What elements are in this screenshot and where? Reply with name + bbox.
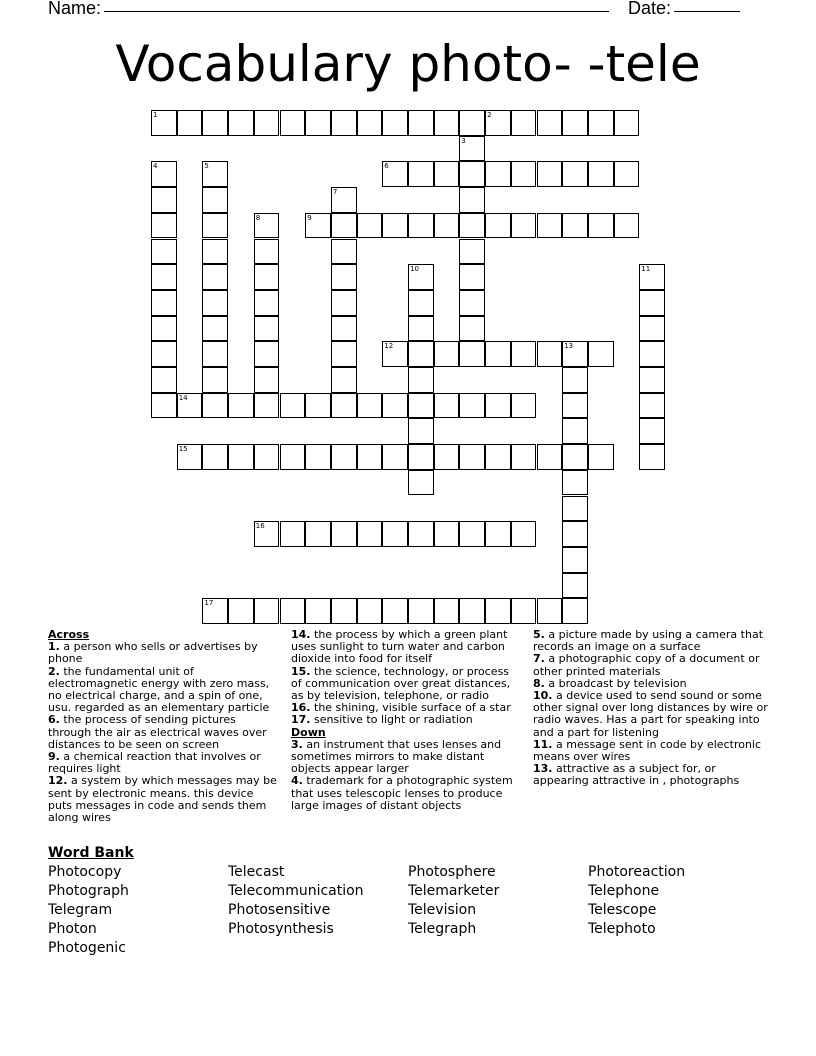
- grid-cell[interactable]: [537, 110, 563, 136]
- grid-cell[interactable]: [177, 110, 203, 136]
- grid-cell[interactable]: [254, 213, 280, 239]
- grid-cell[interactable]: [562, 573, 588, 599]
- date-field[interactable]: [674, 11, 740, 12]
- grid-cell[interactable]: [562, 598, 588, 624]
- grid-cell[interactable]: [588, 110, 614, 136]
- grid-cell[interactable]: [434, 110, 460, 136]
- clue-number: 8: [255, 213, 261, 222]
- grid-cell[interactable]: [382, 341, 408, 367]
- grid-cell[interactable]: [562, 470, 588, 496]
- header: [48, 0, 768, 20]
- grid-cell[interactable]: [202, 290, 228, 316]
- grid-cell[interactable]: [382, 444, 408, 470]
- grid-cell[interactable]: [434, 341, 460, 367]
- word-bank-item: Photosphere: [408, 864, 496, 880]
- grid-cell[interactable]: [280, 393, 306, 419]
- word-bank-item: Photogenic: [48, 940, 126, 956]
- grid-cell[interactable]: [459, 341, 485, 367]
- grid-cell[interactable]: [202, 110, 228, 136]
- grid-cell[interactable]: [562, 444, 588, 470]
- grid-cell[interactable]: [588, 161, 614, 187]
- down-heading: Down: [291, 725, 326, 739]
- clue-down-7: 7. a photographic copy of a document or other printed materials: [533, 652, 760, 678]
- grid-cell[interactable]: [614, 161, 640, 187]
- grid-cell[interactable]: [151, 264, 177, 290]
- grid-cell[interactable]: [280, 110, 306, 136]
- clue-across-6: 6. the process of sending pictures through the air as electrical waves over distances to be seen on screen: [48, 713, 267, 751]
- grid-cell[interactable]: [408, 341, 434, 367]
- clue-number: 13: [564, 342, 574, 351]
- grid-cell[interactable]: [639, 444, 665, 470]
- grid-cell[interactable]: [331, 598, 357, 624]
- grid-cell[interactable]: [485, 213, 511, 239]
- grid-cell[interactable]: [485, 521, 511, 547]
- grid-cell[interactable]: [537, 161, 563, 187]
- grid-cell[interactable]: [408, 290, 434, 316]
- grid-cell[interactable]: [511, 598, 537, 624]
- grid-cell[interactable]: [485, 110, 511, 136]
- grid-cell[interactable]: [305, 444, 331, 470]
- grid-cell[interactable]: [202, 161, 228, 187]
- grid-cell[interactable]: [254, 290, 280, 316]
- grid-cell[interactable]: [459, 316, 485, 342]
- grid-cell[interactable]: [202, 316, 228, 342]
- word-bank-item: Telescope: [588, 902, 657, 918]
- grid-cell[interactable]: [357, 110, 383, 136]
- grid-cell[interactable]: [562, 521, 588, 547]
- grid-cell[interactable]: [280, 521, 306, 547]
- clue-number: 4: [153, 162, 158, 171]
- grid-cell[interactable]: [459, 136, 485, 162]
- grid-cell[interactable]: [151, 213, 177, 239]
- grid-cell[interactable]: [562, 341, 588, 367]
- grid-cell[interactable]: [562, 213, 588, 239]
- grid-cell[interactable]: [177, 393, 203, 419]
- grid-cell[interactable]: [357, 521, 383, 547]
- word-bank-item: Photocopy: [48, 864, 122, 880]
- grid-cell[interactable]: [254, 264, 280, 290]
- word-bank-item: Photon: [48, 921, 97, 937]
- grid-cell[interactable]: [562, 418, 588, 444]
- clue-down-8: 8. a broadcast by television: [533, 676, 687, 690]
- clue-number: 1: [153, 111, 158, 119]
- grid-cell[interactable]: [202, 187, 228, 213]
- grid-cell[interactable]: [639, 290, 665, 316]
- grid-cell[interactable]: [177, 444, 203, 470]
- grid-cell[interactable]: [459, 264, 485, 290]
- grid-cell[interactable]: [434, 213, 460, 239]
- grid-cell[interactable]: [639, 367, 665, 393]
- clue-down-11: 11. a message sent in code by electronic means over wires: [533, 737, 762, 764]
- grid-cell[interactable]: [562, 161, 588, 187]
- clue-column-2: [291, 629, 523, 812]
- word-bank-item: Telecast: [228, 864, 285, 880]
- grid-cell[interactable]: [331, 316, 357, 342]
- grid-cell[interactable]: [151, 316, 177, 342]
- word-bank: [48, 863, 768, 958]
- grid-cell[interactable]: [562, 496, 588, 522]
- clue-number: 2: [487, 111, 492, 119]
- grid-cell[interactable]: [485, 393, 511, 419]
- grid-cell[interactable]: [511, 521, 537, 547]
- grid-cell[interactable]: [151, 341, 177, 367]
- clue-across-12: 12. a system by which messages may be sent by electronic means. this device puts messages in code and sends them along wires: [48, 774, 277, 825]
- grid-cell[interactable]: [382, 213, 408, 239]
- clue-number: 16: [255, 522, 265, 531]
- grid-cell[interactable]: [434, 444, 460, 470]
- grid-cell[interactable]: [459, 110, 485, 136]
- grid-cell[interactable]: [434, 161, 460, 187]
- grid-cell[interactable]: [382, 161, 408, 187]
- grid-cell[interactable]: [151, 393, 177, 419]
- grid-cell[interactable]: [562, 547, 588, 573]
- grid-cell[interactable]: [614, 213, 640, 239]
- grid-cell[interactable]: [459, 521, 485, 547]
- word-bank-item: Photoreaction: [588, 864, 686, 880]
- grid-cell[interactable]: [382, 393, 408, 419]
- clue-across-2: 2. the fundamental unit of electromagnetic energy with zero mass, no electrical charge, and a spin of one, usu. regarded as an elementary particle: [48, 664, 270, 715]
- clue-number: 15: [178, 445, 188, 454]
- grid-cell[interactable]: [511, 393, 537, 419]
- grid-cell[interactable]: [151, 367, 177, 393]
- grid-cell[interactable]: [639, 264, 665, 290]
- grid-cell[interactable]: [459, 213, 485, 239]
- name-label: Name:: [48, 0, 102, 18]
- grid-cell[interactable]: [228, 444, 254, 470]
- grid-cell[interactable]: [382, 110, 408, 136]
- clue-number: 6: [384, 162, 389, 171]
- grid-cell[interactable]: [228, 598, 254, 624]
- grid-cell[interactable]: [537, 341, 563, 367]
- grid-cell[interactable]: [331, 187, 357, 213]
- grid-cell[interactable]: [202, 367, 228, 393]
- grid-cell[interactable]: [202, 264, 228, 290]
- grid-cell[interactable]: [254, 239, 280, 265]
- grid-cell[interactable]: [588, 341, 614, 367]
- clue-number: 7: [332, 188, 338, 197]
- word-bank-item: Telephoto: [588, 921, 656, 937]
- grid-cell[interactable]: [408, 367, 434, 393]
- grid-cell[interactable]: [408, 110, 434, 136]
- clue-number: 10: [410, 265, 419, 274]
- grid-cell[interactable]: [562, 110, 588, 136]
- grid-cell[interactable]: [588, 444, 614, 470]
- grid-cell[interactable]: [280, 598, 306, 624]
- grid-cell[interactable]: [254, 316, 280, 342]
- clue-number: 9: [307, 213, 312, 222]
- word-bank-item: Telephone: [588, 883, 660, 899]
- word-bank-item: Telegraph: [408, 921, 477, 937]
- grid-cell[interactable]: [562, 367, 588, 393]
- grid-cell[interactable]: [254, 393, 280, 419]
- word-bank-item: Telemarketer: [408, 883, 500, 899]
- grid-cell[interactable]: [459, 187, 485, 213]
- grid-cell[interactable]: [408, 444, 434, 470]
- grid-cell[interactable]: [357, 598, 383, 624]
- grid-cell[interactable]: [588, 213, 614, 239]
- grid-cell[interactable]: [459, 290, 485, 316]
- grid-cell[interactable]: [202, 444, 228, 470]
- grid-cell[interactable]: [434, 598, 460, 624]
- clue-number: 11: [641, 265, 651, 274]
- grid-cell[interactable]: [331, 239, 357, 265]
- grid-cell[interactable]: [254, 110, 280, 136]
- clue-number: 17: [204, 599, 214, 608]
- grid-cell[interactable]: [254, 598, 280, 624]
- grid-cell[interactable]: [228, 393, 254, 419]
- grid-cell[interactable]: [151, 290, 177, 316]
- clue-across-14: 14. the process by which a green plant uses sunlight to turn water and carbon dioxide into food for itself: [291, 628, 508, 666]
- word-bank-item: Photosynthesis: [228, 921, 334, 937]
- grid-cell[interactable]: [408, 598, 434, 624]
- grid-cell[interactable]: [331, 444, 357, 470]
- page-title: Vocabulary photo- -tele: [115, 35, 701, 93]
- grid-cell[interactable]: [254, 444, 280, 470]
- grid-cell[interactable]: [511, 213, 537, 239]
- clue-column-3: [533, 629, 773, 788]
- grid-cell[interactable]: [305, 598, 331, 624]
- grid-cell[interactable]: [485, 444, 511, 470]
- grid-cell[interactable]: [357, 393, 383, 419]
- grid-cell[interactable]: [485, 161, 511, 187]
- across-heading: Across: [48, 628, 90, 641]
- grid-cell[interactable]: [408, 393, 434, 419]
- word-bank-item: Photograph: [48, 883, 129, 899]
- grid-cell[interactable]: [408, 316, 434, 342]
- grid-cell[interactable]: [151, 187, 177, 213]
- grid-cell[interactable]: [331, 393, 357, 419]
- clue-down-10: 10. a device used to send sound or some other signal over long distances by wire or radio waves. Has a part for speaking into and a part for listening: [533, 689, 768, 739]
- clue-down-3: 3. an instrument that uses lenses and sometimes mirrors to make distant objects appear larger: [291, 737, 502, 776]
- grid-cell[interactable]: [511, 161, 537, 187]
- grid-cell[interactable]: [639, 316, 665, 342]
- grid-cell[interactable]: [305, 213, 331, 239]
- clue-number: 12: [384, 342, 394, 351]
- grid-cell[interactable]: [357, 444, 383, 470]
- grid-cell[interactable]: [511, 341, 537, 367]
- clue-across-17: 17. sensitive to light or radiation: [291, 713, 473, 727]
- grid-cell[interactable]: [485, 598, 511, 624]
- clue-down-13: 13. attractive as a subject for, or appearing attractive in , photographs: [533, 762, 740, 788]
- word-bank-title: Word Bank: [48, 845, 134, 861]
- grid-cell[interactable]: [202, 393, 228, 419]
- grid-cell[interactable]: [537, 213, 563, 239]
- clue-across-15: 15. the science, technology, or process of communication over great distances, as by television, telephone, or radio: [291, 664, 511, 703]
- grid-cell[interactable]: [459, 444, 485, 470]
- grid-cell[interactable]: [331, 290, 357, 316]
- grid-cell[interactable]: [305, 110, 331, 136]
- grid-cell[interactable]: [639, 341, 665, 367]
- grid-cell[interactable]: [331, 341, 357, 367]
- clue-number: 5: [204, 162, 209, 171]
- grid-cell[interactable]: [357, 213, 383, 239]
- grid-cell[interactable]: [202, 598, 228, 624]
- grid-cell[interactable]: [537, 444, 563, 470]
- grid-cell[interactable]: [202, 341, 228, 367]
- clue-column-1: [48, 629, 280, 824]
- grid-cell[interactable]: [459, 239, 485, 265]
- clue-down-4: 4. trademark for a photographic system that uses telescopic lenses to produce large images of distant objects: [291, 774, 513, 812]
- grid-cell[interactable]: [331, 367, 357, 393]
- clue-across-16: 16. the shining, visible surface of a star: [291, 701, 511, 715]
- grid-cell[interactable]: [459, 161, 485, 187]
- grid-cell[interactable]: [305, 521, 331, 547]
- grid-cell[interactable]: [382, 521, 408, 547]
- grid-cell[interactable]: [459, 598, 485, 624]
- grid-cell[interactable]: [408, 161, 434, 187]
- grid-cell[interactable]: [537, 598, 563, 624]
- clue-down-5: 5. a picture made by using a camera that records an image on a surface: [533, 628, 764, 654]
- word-bank-item: Photosensitive: [228, 902, 331, 918]
- date-label: Date:: [628, 0, 672, 18]
- grid-cell[interactable]: [254, 521, 280, 547]
- grid-cell[interactable]: [614, 110, 640, 136]
- grid-cell[interactable]: [459, 393, 485, 419]
- grid-cell[interactable]: [151, 110, 177, 136]
- grid-cell[interactable]: [331, 110, 357, 136]
- grid-cell[interactable]: [639, 393, 665, 419]
- grid-cell[interactable]: [382, 598, 408, 624]
- grid-cell[interactable]: [408, 470, 434, 496]
- grid-cell[interactable]: [280, 444, 306, 470]
- word-bank-item: Telegram: [48, 902, 113, 918]
- grid-cell[interactable]: [408, 418, 434, 444]
- grid-cell[interactable]: [639, 418, 665, 444]
- grid-cell[interactable]: [511, 110, 537, 136]
- grid-cell[interactable]: [408, 521, 434, 547]
- grid-cell[interactable]: [228, 110, 254, 136]
- clue-number: 3: [461, 136, 466, 145]
- grid-cell[interactable]: [562, 393, 588, 419]
- grid-cell[interactable]: [511, 444, 537, 470]
- grid-cell[interactable]: [151, 161, 177, 187]
- word-bank-item: Television: [408, 902, 477, 918]
- grid-cell[interactable]: [202, 213, 228, 239]
- grid-cell[interactable]: [485, 341, 511, 367]
- grid-cell[interactable]: [305, 393, 331, 419]
- grid-cell[interactable]: [408, 264, 434, 290]
- grid-cell[interactable]: [434, 521, 460, 547]
- grid-cell[interactable]: [254, 341, 280, 367]
- clue-across-1: 1. a person who sells or advertises by phone: [48, 640, 258, 666]
- grid-cell[interactable]: [331, 213, 357, 239]
- grid-cell[interactable]: [202, 239, 228, 265]
- word-bank-item: Telecommunication: [228, 883, 364, 899]
- grid-cell[interactable]: [331, 264, 357, 290]
- name-field[interactable]: [104, 11, 609, 12]
- grid-cell[interactable]: [254, 367, 280, 393]
- grid-cell[interactable]: [331, 521, 357, 547]
- grid-cell[interactable]: [408, 213, 434, 239]
- grid-cell[interactable]: [434, 393, 460, 419]
- clue-number: 14: [178, 393, 188, 402]
- grid-cell[interactable]: [151, 239, 177, 265]
- clue-across-9: 9. a chemical reaction that involves or requires light: [48, 750, 261, 776]
